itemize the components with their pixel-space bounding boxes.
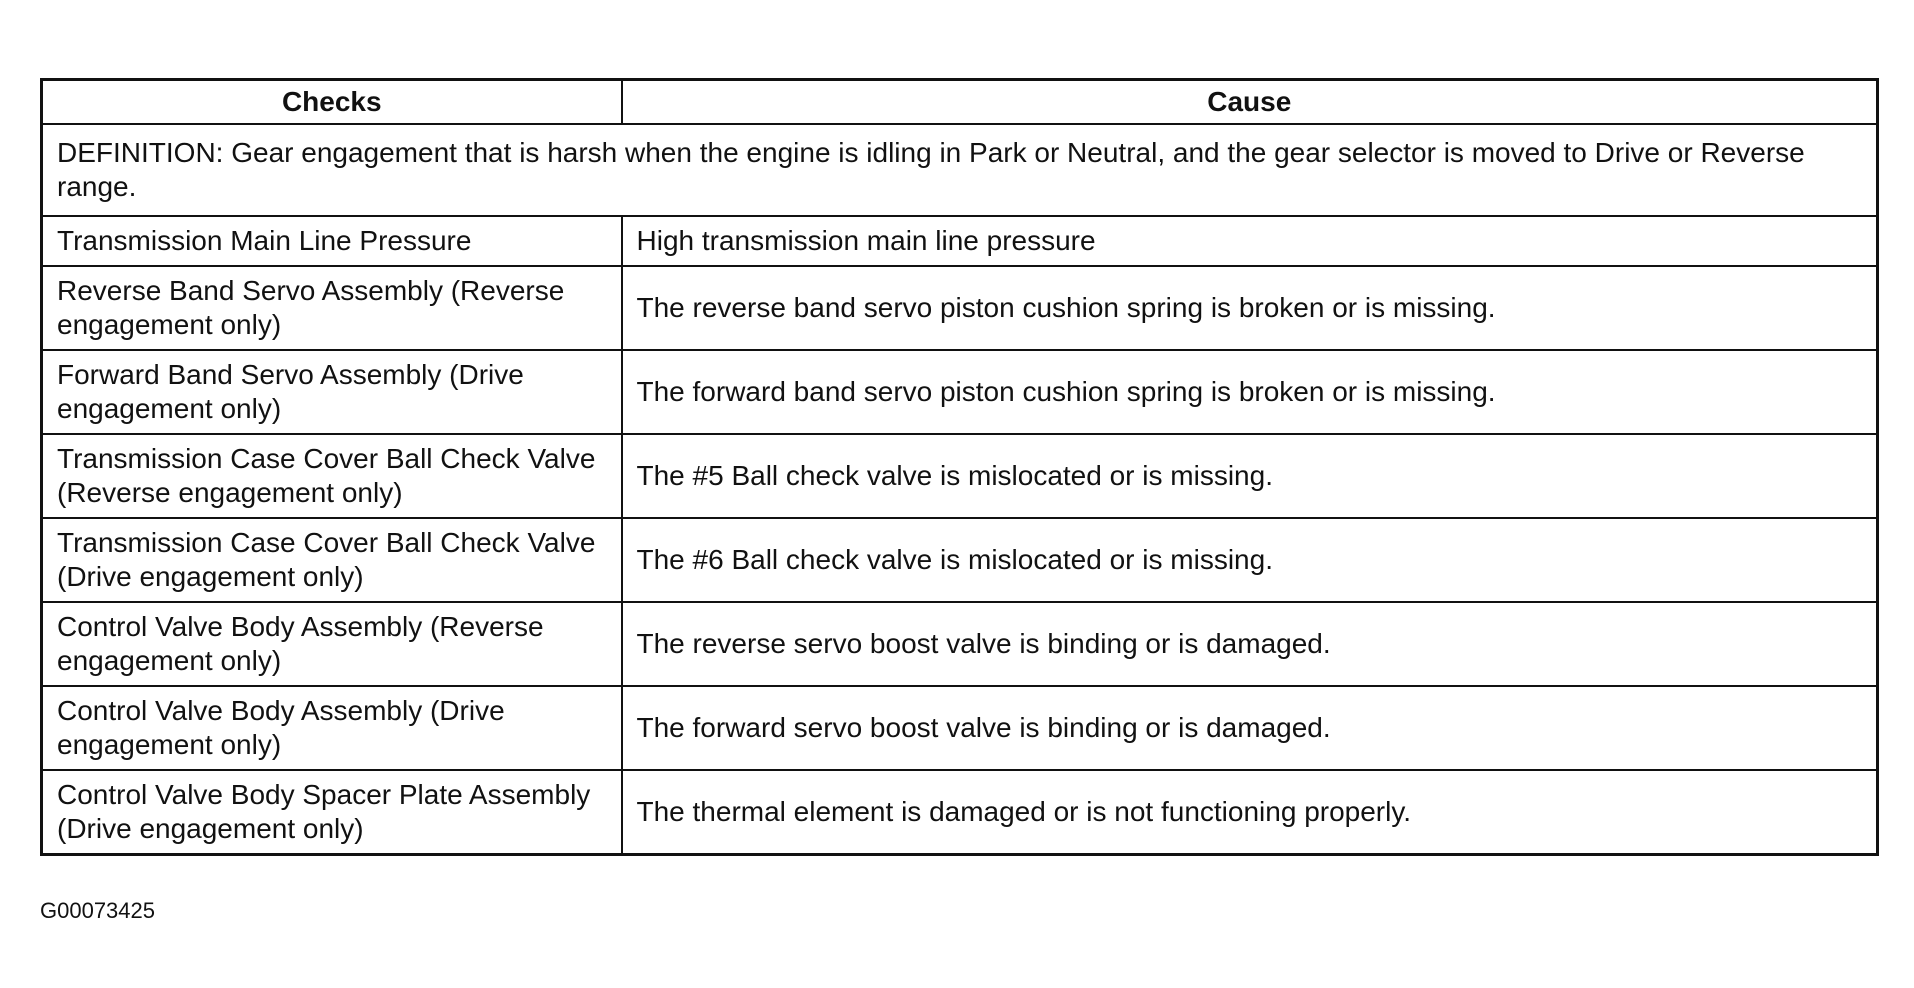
cause-cell: The forward servo boost valve is binding or is damaged. bbox=[622, 686, 1878, 770]
cause-cell: The forward band servo piston cushion spring is broken or is missing. bbox=[622, 350, 1878, 434]
check-cell: Control Valve Body Spacer Plate Assembly (Drive engagement only) bbox=[42, 770, 622, 855]
check-cell: Transmission Case Cover Ball Check Valve (Drive engagement only) bbox=[42, 518, 622, 602]
figure-code: G00073425 bbox=[40, 898, 155, 923]
table-row bbox=[42, 686, 1878, 770]
definition-row bbox=[42, 124, 1878, 216]
cause-cell: The reverse servo boost valve is binding or is damaged. bbox=[622, 602, 1878, 686]
check-cell: Control Valve Body Assembly (Reverse engagement only) bbox=[42, 602, 622, 686]
header-checks: Checks bbox=[42, 80, 622, 125]
diagnostic-table bbox=[40, 78, 1879, 856]
table-row bbox=[42, 216, 1878, 266]
cause-cell: The #6 Ball check valve is mislocated or is missing. bbox=[622, 518, 1878, 602]
cause-cell: The reverse band servo piston cushion spring is broken or is missing. bbox=[622, 266, 1878, 350]
table-row bbox=[42, 350, 1878, 434]
cause-cell: The thermal element is damaged or is not functioning properly. bbox=[622, 770, 1878, 855]
table-row bbox=[42, 518, 1878, 602]
table-row bbox=[42, 602, 1878, 686]
table-header-row bbox=[42, 80, 1878, 125]
table-row bbox=[42, 266, 1878, 350]
check-cell: Transmission Main Line Pressure bbox=[42, 216, 622, 266]
definition-text: DEFINITION: Gear engagement that is harsh when the engine is idling in Park or Neutral, and the gear selector is moved to Drive or Reverse range. bbox=[42, 124, 1878, 216]
check-cell: Reverse Band Servo Assembly (Reverse engagement only) bbox=[42, 266, 622, 350]
check-cell: Control Valve Body Assembly (Drive engagement only) bbox=[42, 686, 622, 770]
cause-cell: High transmission main line pressure bbox=[622, 216, 1878, 266]
table-row bbox=[42, 434, 1878, 518]
check-cell: Transmission Case Cover Ball Check Valve (Reverse engagement only) bbox=[42, 434, 622, 518]
check-cell: Forward Band Servo Assembly (Drive engagement only) bbox=[42, 350, 622, 434]
cause-cell: The #5 Ball check valve is mislocated or is missing. bbox=[622, 434, 1878, 518]
header-cause: Cause bbox=[622, 80, 1878, 125]
table-row bbox=[42, 770, 1878, 855]
